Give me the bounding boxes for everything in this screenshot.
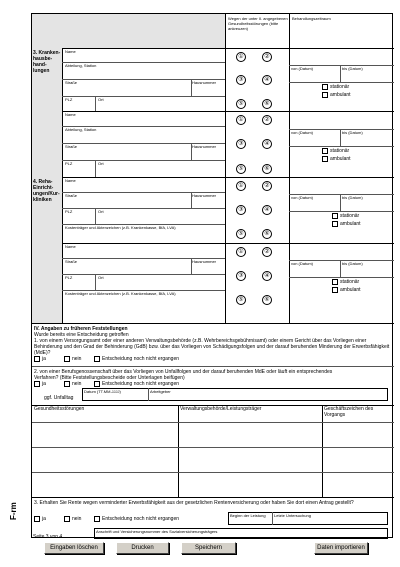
form-side-label: F-rm [9,502,18,520]
b-stationaer-label: stationär [330,148,350,154]
a-abt-label: Abteilung, Station [65,63,97,68]
q3-pending-checkbox[interactable] [94,516,100,522]
unfalltag-hint: Datum (TT.MM.JJJJ) [84,389,121,394]
a-bis-label: bis (Datum) [342,66,363,71]
q2-pending-checkbox[interactable] [94,381,100,387]
a-ambulant-label: ambulant [330,92,351,98]
q2-nein-checkbox[interactable] [64,381,70,387]
d-bis-label: bis (Datum) [342,261,363,266]
b-ort-label: Ort [98,161,104,166]
circle-2[interactable]: ② [262,181,272,191]
circle-2[interactable]: ② [262,247,272,257]
b-hausnr-label: Hausnummer [192,144,217,149]
b-plz-label: PLZ [65,161,73,166]
section3-title: 3. Kranken-hausbe-hand-lungen [33,50,61,74]
c-kosten-label: Kostenträger und Aktenzeichen (z.B. Krankenkasse, BfA, LVA) [65,225,176,230]
form-page [31,13,393,538]
a-stationaer-checkbox[interactable] [322,84,328,90]
col-behoerde: Verwaltungsbehörde/Leistungsträger [180,406,262,412]
b-abt-label: Abteilung, Station [65,127,97,132]
q2-ja-label: ja [42,381,46,387]
c-ambulant-checkbox[interactable] [332,221,338,227]
d-ambulant-checkbox[interactable] [332,287,338,293]
a-hausnr-label: Hausnummer [192,80,217,85]
col-gesundheit: Gesundheitsstörungen [34,406,85,412]
q3-ja-label: ja [42,516,46,522]
b-ambulant-label: ambulant [330,156,351,162]
d-hausnr-label: Hausnummer [192,259,217,264]
a-von-label: von (Datum) [291,66,314,71]
q1-nein-label: nein [72,356,82,362]
circle-6[interactable]: ⑥ [262,229,272,239]
c-name-label: Name [65,178,76,183]
q2-nein-label: nein [72,381,82,387]
q3-nein-label: nein [72,516,82,522]
circle-1[interactable]: ① [236,247,246,257]
circle-4[interactable]: ④ [262,75,272,85]
circle-4[interactable]: ④ [262,271,272,281]
print-button[interactable]: Drucken [116,542,169,554]
q1-ja-label: ja [42,356,46,362]
question-2: 2. von einer Berufsgenossenschaft über das Vorliegen von Unfallfolgen und der darauf beruhenden MdE oder läuft ein entsprechendes Verfahren? (Bitte Feststellungsbescheide oder Unterlagen beifügen) [34,369,333,381]
question-1: 1. von einem Versorgungsamt oder einer anderen Verwaltungsbehörde (z.B. Wehrbereichsgebührnisamt) oder einem Gericht über das Vorliegen einer Behinderung und den Grad der Behinderung (GdB) bzw. über das Vorliegen von Schädigungsfolgen und der darauf beruhenden Minderung der Erwerbsfähigkeit (MdE)? [34,338,390,356]
circle-2[interactable]: ② [262,52,272,62]
letzte-label: Letzte Untersuchung [274,513,311,518]
a-ort-label: Ort [98,97,104,102]
b-bis-label: bis (Datum) [342,130,363,135]
circle-2[interactable]: ② [262,115,272,125]
circle-3[interactable]: ③ [236,205,246,215]
circle-4[interactable]: ④ [262,139,272,149]
a-stationaer-label: stationär [330,84,350,90]
d-ambulant-label: ambulant [340,287,361,293]
circle-6[interactable]: ⑥ [262,164,272,174]
b-strasse-label: Straße [65,144,78,149]
anschrift-label: Anschrift und Versicherungsnummer des Sozialversicherungsträgers [96,529,218,534]
circle-6[interactable]: ⑥ [262,295,272,305]
circle-5[interactable]: ⑤ [236,164,246,174]
header-behandlung: Behandlungszeitraum [292,16,331,21]
page-number: Seite 3 von 4 [33,534,63,540]
c-von-label: von (Datum) [291,195,314,200]
circle-1[interactable]: ① [236,181,246,191]
import-button[interactable]: Daten importieren [314,542,368,554]
q3-nein-checkbox[interactable] [64,516,70,522]
c-ambulant-label: ambulant [340,221,361,227]
header-blank [32,14,225,48]
circle-5[interactable]: ⑤ [236,229,246,239]
b-stationaer-checkbox[interactable] [322,148,328,154]
circle-1[interactable]: ① [236,52,246,62]
unfalltag-box [82,388,388,401]
clear-button[interactable]: Eingaben löschen [44,542,104,554]
q3-ja-checkbox[interactable] [34,516,40,522]
save-button[interactable]: Speichern [181,542,236,554]
d-strasse-label: Straße [65,259,78,264]
a-ambulant-checkbox[interactable] [322,92,328,98]
d-stationaer-checkbox[interactable] [332,279,338,285]
question-3: 3. Erhalten Sie Rente wegen verminderter Erwerbsfähigkeit aus der gesetzlichen Rentenversicherung oder haben Sie dort einen Antrag gestellt? [34,500,354,506]
a-strasse-label: Straße [65,80,78,85]
circle-3[interactable]: ③ [236,271,246,281]
arbeitgeber-label: Arbeitgeber [150,389,171,394]
c-plz-label: PLZ [65,209,73,214]
q1-nein-checkbox[interactable] [64,356,70,362]
circle-1[interactable]: ① [236,115,246,125]
b-name-label: Name [65,112,76,117]
section4-intro: Wurde bereits eine Entscheidung getroffen [34,332,129,338]
circle-6[interactable]: ⑥ [262,99,272,109]
c-hausnr-label: Hausnummer [192,193,217,198]
c-bis-label: bis (Datum) [342,195,363,200]
d-ort-label: Ort [98,275,104,280]
q1-pending-label: Entscheidung noch nicht ergangen [102,356,180,362]
q2-pending-label: Entscheidung noch nicht ergangen [102,381,180,387]
circle-5[interactable]: ⑤ [236,295,246,305]
a-name-label: Name [65,49,76,54]
circle-3[interactable]: ③ [236,139,246,149]
section4-heading: IV. Angaben zu früheren Feststellungen [34,326,128,332]
c-stationaer-checkbox[interactable] [332,213,338,219]
circle-5[interactable]: ⑤ [236,99,246,109]
c-ort-label: Ort [98,209,104,214]
d-stationaer-label: stationär [340,279,360,285]
q2-ja-checkbox[interactable] [34,381,40,387]
beginn-label: Beginn der Leistung [230,513,266,518]
q1-pending-checkbox[interactable] [94,356,100,362]
header-wegen: Wegen der unter II. angegebenen Gesundheitsstörungen (bitte ankreuzen) [228,16,288,31]
a-plz-label: PLZ [65,97,73,102]
b-von-label: von (Datum) [291,130,314,135]
col-zeichen: Geschäftszeichen des Vorgangs [324,406,374,418]
d-kosten-label: Kostenträger und Aktenzeichen (z.B. Krankenkasse, BfA, LVA) [65,291,176,296]
circle-3[interactable]: ③ [236,75,246,85]
d-name-label: Name [65,244,76,249]
b-ambulant-checkbox[interactable] [322,156,328,162]
q3-pending-label: Entscheidung noch nicht ergangen [102,516,180,522]
section4-title: 4. Reha-Einricht-ungen/Kur-kliniken [33,179,60,203]
c-strasse-label: Straße [65,193,78,198]
c-stationaer-label: stationär [340,213,360,219]
q1-ja-checkbox[interactable] [34,356,40,362]
d-plz-label: PLZ [65,275,73,280]
unfalltag-label: ggf. Unfalltag [44,395,74,401]
circle-4[interactable]: ④ [262,205,272,215]
d-von-label: von (Datum) [291,261,314,266]
